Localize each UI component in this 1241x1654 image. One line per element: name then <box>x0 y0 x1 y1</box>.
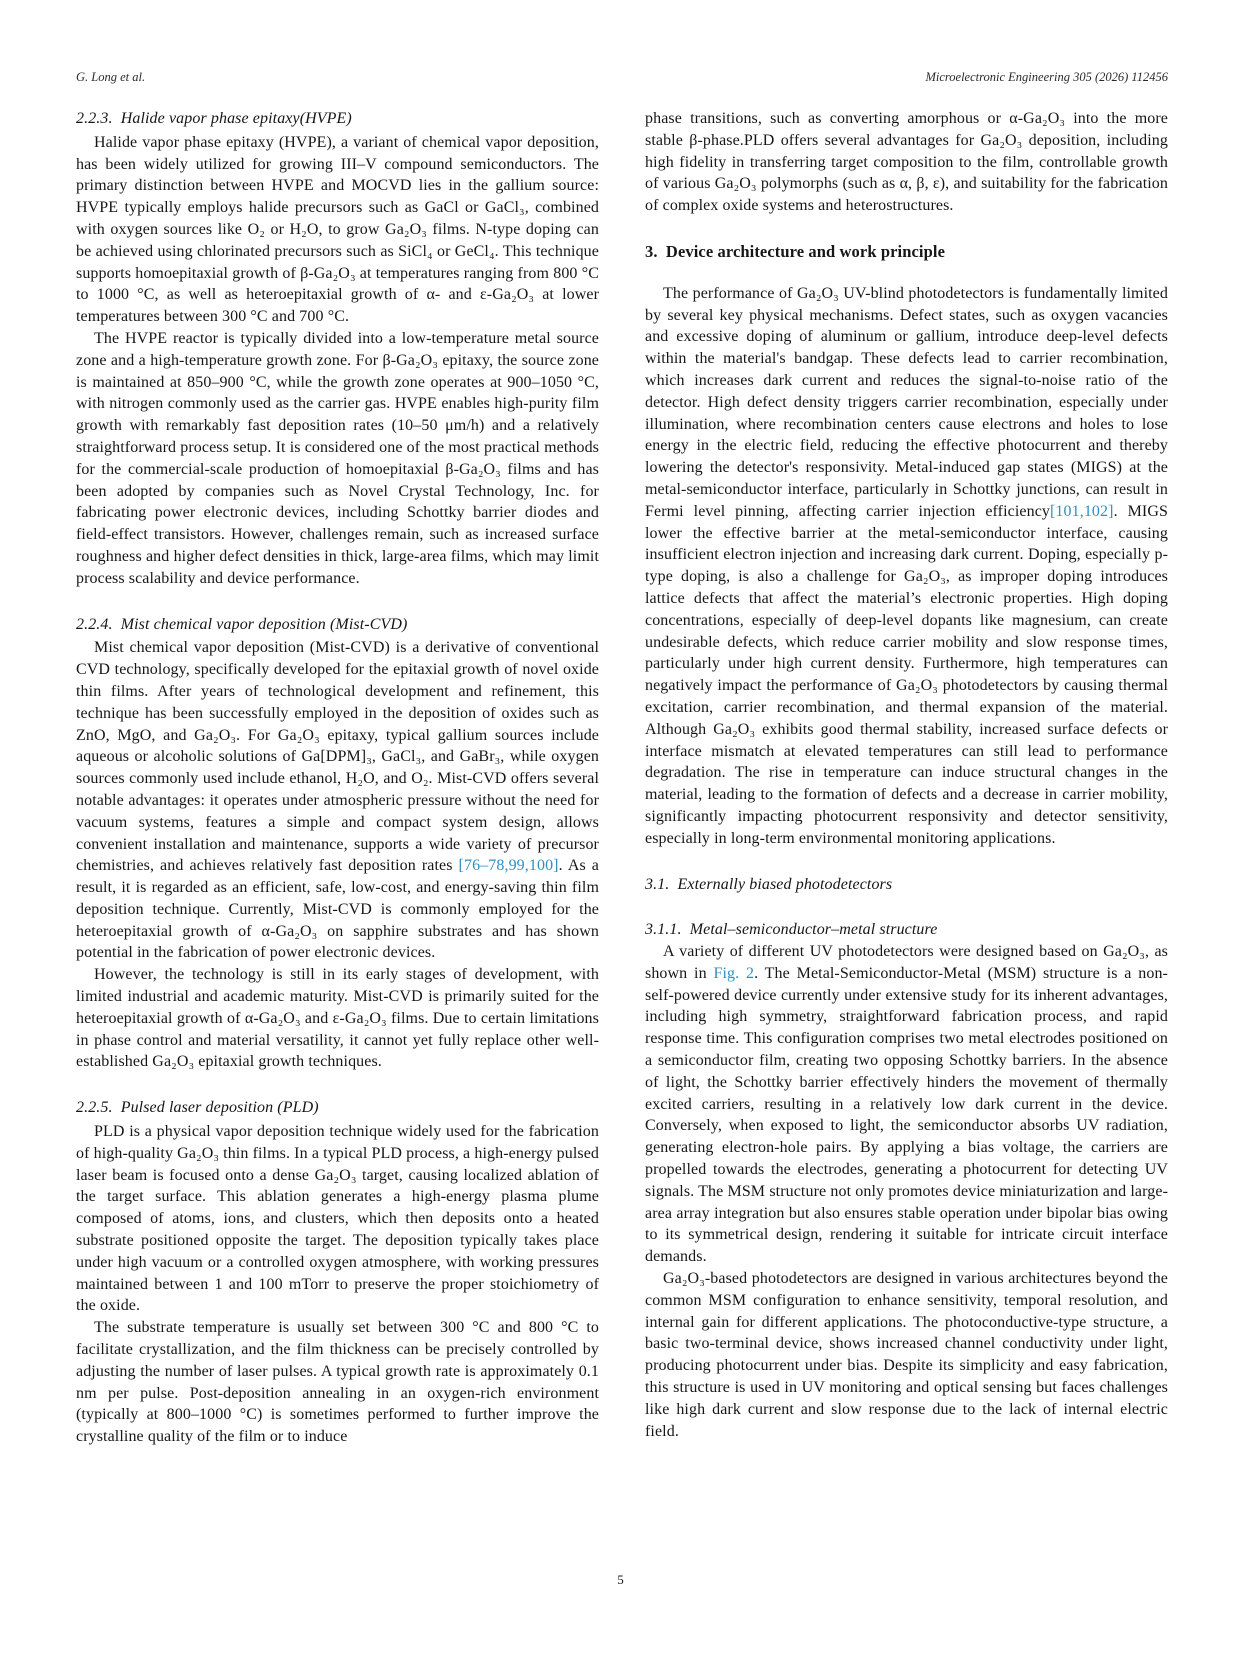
page-header <box>76 70 1168 85</box>
text-run: Halide vapor phase epitaxy (HVPE), a variant of chemical vapor deposition, has been widely utilized for growing III–V compound semiconductors. The primary distinction between HVPE and MOCVD lies in the gallium source: HVPE typically employs halide precursors such as GaCl or GaCl₃, combined with oxygen sources like O₂ or H₂O, to grow Ga₂O₃ films. N-type doping can be achieved using chlorinated precursors such as SiCl₄ or GeCl₄. This technique supports homoepitaxial growth of β-Ga₂O₃ at temperatures ranging from 800 °C to 1000 °C, as well as heteroepitaxial growth of α- and ε-Ga₂O₃ at lower temperatures between 300 °C and 700 °C. <box>76 133 599 326</box>
citation-link[interactable]: [76–78,99,100] <box>458 857 559 875</box>
text-run: PLD is a physical vapor deposition technique widely used for the fabrication of high-quality Ga₂O₃ thin films. In a typical PLD process, a high-energy pulsed laser beam is focused onto a dense Ga₂O₃ target, causing localized ablation of the target surface. This ablation generates a high-energy plasma plume composed of atoms, ions, and clusters, which then deposits onto a heated substrate positioned opposite the target. The deposition typically takes place under high vacuum or a controlled oxygen atmosphere, with working pressures maintained between 1 and 100 mTorr to preserve the proper stoichiometry of the oxide. <box>76 1123 599 1315</box>
heading-2-2-3: 2.2.3. Halide vapor phase epitaxy(HVPE) <box>76 110 352 127</box>
paragraph <box>76 964 599 1073</box>
left-column <box>76 108 599 1448</box>
heading-3-1: 3.1. Externally biased photodetectors <box>645 875 893 893</box>
paragraph <box>645 108 1168 217</box>
heading-3: 3. Device architecture and work principle <box>645 241 945 261</box>
paragraph <box>76 328 599 590</box>
right-column <box>645 108 1168 1448</box>
heading-2-2-5: 2.2.5. Pulsed laser deposition (PLD) <box>76 1099 319 1117</box>
paragraph <box>645 941 1168 1268</box>
header-authors: G. Long et al. <box>76 70 146 84</box>
paragraph <box>645 1268 1168 1442</box>
text-run: . As a result, it is regarded as an efficient, safe, low-cost, and energy-saving thin film deposition technique. Currently, Mist-CVD is commonly employed for the heteroepitaxial growth of α-Ga₂O₃ on sapphire substrates and has shown potential in the fabrication of power electronic devices. <box>76 857 599 962</box>
paragraph <box>645 283 1168 850</box>
text-run: The performance of Ga₂O₃ UV-blind photodetectors is fundamentally limited by several key physical mechanisms. Defect states, such as oxygen vacancies and excessive doping of aluminum or gallium, introduce deep-level defects within the material's bandgap. These defects lead to carrier recombination, which increases dark current and reduces the signal-to-noise ratio of the detector. High defect density triggers carrier recombination, especially under illumination, where recombination centers cause electrons and holes to lose energy in the electric field, reducing the effective photocurrent and thereby lowering the detector's responsivity. Metal-induced gap states (MIGS) at the metal-semiconductor interface, particularly in Schottky junctions, can result in Fermi level pinning, affecting carrier injection efficiency <box>645 284 1168 520</box>
text-run: Ga₂O₃-based photodetectors are designed in various architectures beyond the common MSM configuration to enhance sensitivity, temporal resolution, and internal gain for different applications. The photoconductive-type structure, a basic two-terminal device, shows increased channel conductivity under light, producing photocurrent under bias. Despite its simplicity and easy fabrication, this structure is used in UV monitoring and optical sensing but faces challenges like high dark current and slow response due to the lack of internal electric field. <box>645 1270 1168 1440</box>
heading-2-2-4: 2.2.4. Mist chemical vapor deposition (Mist-CVD) <box>76 615 408 633</box>
page-number: 5 <box>617 1572 624 1587</box>
text-run: However, the technology is still in its early stages of development, with limited industrial and academic maturity. Mist-CVD is primarily suited for the heteroepitaxial growth of α-Ga₂O₃ and ε-Ga₂O₃ films. Due to certain limitations in phase control and material versatility, it cannot yet fully replace other well-established Ga₂O₃ epitaxial growth techniques. <box>76 966 599 1071</box>
paragraph <box>76 637 599 964</box>
page-footer <box>0 1572 1241 1588</box>
paragraph <box>76 1317 599 1448</box>
citation-link[interactable]: [101,102] <box>1050 502 1114 520</box>
paragraph <box>76 132 599 328</box>
heading-3-1-1: 3.1.1. Metal–semiconductor–metal structure <box>645 921 938 939</box>
two-column-body <box>76 108 1168 1448</box>
header-journal: Microelectronic Engineering 305 (2026) 112456 <box>925 70 1168 84</box>
text-run: phase transitions, such as converting amorphous or α-Ga₂O₃ into the more stable β-phase.PLD offers several advantages for Ga₂O₃ deposition, including high fidelity in transferring target composition to the film, controllable growth of various Ga₂O₃ polymorphs (such as α, β, ε), and suitability for the fabrication of complex oxide systems and heterostructures. <box>645 110 1168 215</box>
text-run: . MIGS lower the effective barrier at the metal-semiconductor interface, causing insufficient electron injection and increasing dark current. Doping, especially p-type doping, is also a challenge for Ga₂O₃, as improper doping introduces lattice defects that affect the material’s electronic properties. High doping concentrations, especially of deep-level dopants like magnesium, can create undesirable defects, which reduce carrier mobility and slow response times, particularly under high current density. Furthermore, high temperatures can negatively impact the performance of Ga₂O₃ photodetectors by causing thermal excitation, carrier recombination, and thermal expansion of the material. Although Ga₂O₃ exhibits good thermal stability, increased surface defects or interface mismatch at elevated temperatures can still lead to performance degradation. The rise in temperature can induce structural changes in the material, leading to the formation of defects and a decrease in carrier mobility, significantly impacting photocurrent responsivity and detector sensitivity, especially in long-term environmental monitoring applications. <box>645 502 1168 847</box>
text-run: The HVPE reactor is typically divided into a low-temperature metal source zone and a high-temperature growth zone. For β-Ga₂O₃ epitaxy, the source zone is maintained at 850–900 °C, while the growth zone operates at 900–1050 °C, with nitrogen commonly used as the carrier gas. HVPE enables high-purity film growth with remarkably fast deposition rates (10–50 μm/h) and a relatively straightforward process setup. It is considered one of the most practical methods for the commercial-scale production of homoepitaxial β-Ga₂O₃ films and has been adopted by companies such as Novel Crystal Technology, Inc. for fabricating power electronic devices, including Schottky barrier diodes and field-effect transistors. However, challenges remain, such as increased surface roughness and higher defect densities in thick, large-area films, which may limit process scalability and device performance. <box>76 329 599 587</box>
text-run: The substrate temperature is usually set between 300 °C and 800 °C to facilitate crystallization, and the film thickness can be precisely controlled by adjusting the number of laser pulses. A typical growth rate is approximately 0.1 nm per pulse. Post-deposition annealing in an oxygen-rich environment (typically at 800–1000 °C) is sometimes performed to further improve the crystalline quality of the film or to induce <box>76 1319 599 1446</box>
text-run: . The Metal-Semiconductor-Metal (MSM) structure is a non-self-powered device currently under extensive study for its inherent advantages, including high symmetry, straightforward fabrication process, and rapid response time. This configuration comprises two metal electrodes positioned on a semiconductor film, creating two opposing Schottky barriers. In the absence of light, the Schottky barrier effectively hinders the movement of thermally excited carriers, resulting in a relatively low dark current in the device. Conversely, when exposed to light, the semiconductor absorbs UV radiation, generating electron-hole pairs. By applying a bias voltage, the carriers are propelled towards the electrodes, generating a photocurrent for detecting UV signals. The MSM structure not only promotes device miniaturization and large-area array integration but also ensures stable operation under bipolar bias owing to its symmetrical design, rendering it suitable for intricate circuit interface demands. <box>645 964 1168 1266</box>
text-run: Mist chemical vapor deposition (Mist-CVD) is a derivative of conventional CVD technology, specifically developed for the epitaxial growth of novel oxide thin films. After years of technological development and refinement, this technique has been successfully employed in the deposition of oxides such as ZnO, MgO, and Ga₂O₃. For Ga₂O₃ epitaxy, typical gallium sources include aqueous or alcoholic solutions of Ga[DPM]₃, GaCl₃, and GaBr₃, while oxygen sources commonly used include ethanol, H₂O, and O₂. Mist-CVD offers several notable advantages: it operates under atmospheric pressure without the need for vacuum systems, features a simple and compact system design, allows convenient installation and maintenance, supports a wide variety of precursor chemistries, and achieves relatively fast deposition rates <box>76 639 599 875</box>
paragraph <box>76 1121 599 1317</box>
figure-link[interactable]: Fig. 2 <box>713 964 755 982</box>
text-run: A variety of different UV photodetectors were designed based on Ga₂O₃, as shown in <box>645 943 1168 982</box>
